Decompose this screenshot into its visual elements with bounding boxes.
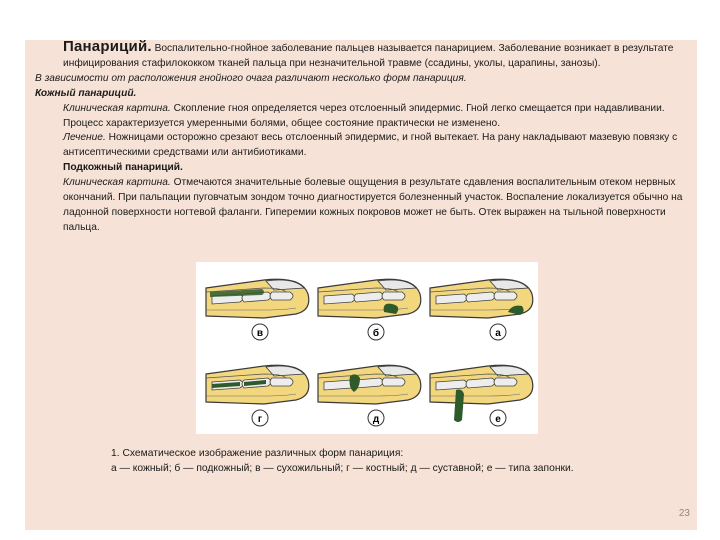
finger-diagram-a xyxy=(430,279,533,340)
skin-clinic-label: Клиническая картина. xyxy=(63,102,171,114)
slide-text xyxy=(31,40,693,236)
skin-clinic-paragraph xyxy=(31,102,693,132)
subcutaneous-clinic-label: Клиническая картина. xyxy=(63,177,171,189)
finger-diagram-b xyxy=(318,279,421,340)
label-g: г xyxy=(257,414,263,425)
caption-title: 1. Схематическое изображение различных форм панариция: xyxy=(111,448,404,459)
label-a: а xyxy=(495,328,501,339)
finger-diagrams xyxy=(196,262,538,434)
forms-intro: В зависимости от расположения гнойного очага различают несколько форм панариция. xyxy=(35,72,467,84)
label-b: б xyxy=(372,328,380,339)
subcutaneous-clinic-paragraph xyxy=(31,176,693,236)
slide-title: Панариций. xyxy=(63,38,152,55)
intro-paragraph xyxy=(31,40,693,72)
label-d: д xyxy=(372,414,380,425)
finger-diagram-d xyxy=(318,365,421,426)
intro-text: Воспалительно-гнойное заболевание пальцев называется панарицием. Заболевание возникает в результате инфицирования стафилококком тканей пальца при незначительной травме (ссадины, уколы, царапины, занозы). xyxy=(63,43,674,69)
finger-diagram-g xyxy=(206,365,309,426)
label-v: в xyxy=(256,328,264,339)
subcutaneous-clinic-text: Отмечаются значительные болевые ощущения в результате сдавления воспалительным отеком нервных окончаний. При пальпации пуговчатым зондом точно диагностируется болезненный участок. Воспаление локализуется обычно на ладонной поверхности ногтевой фаланги. Гиперемии кожных покровов может не быть. Отек выражен на тыльной поверхности пальца. xyxy=(63,177,683,233)
skin-treatment-text: Ножницами осторожно срезают весь отслоенный эпидермис, и гной вытекает. На рану накладывают мазевую повязку с антисептическими средствами или антибиотиками. xyxy=(63,132,678,159)
skin-heading: Кожный панариций. xyxy=(35,87,137,99)
skin-treatment-label: Лечение. xyxy=(63,132,106,144)
label-e: е xyxy=(495,414,501,425)
subcutaneous-heading: Подкожный панариций. xyxy=(63,162,183,174)
caption-legend: а — кожный; б — подкожный; в — сухожильный; г — костный; д — суставной; е — типа запонки. xyxy=(111,462,574,474)
skin-clinic-text: Скопление гноя определяется через отслоенный эпидермис. Гной легко смещается при надавливании. Процесс характеризуется умеренными болями, общее состояние практически не изменено. xyxy=(63,102,665,129)
finger-diagram-v xyxy=(206,279,309,340)
skin-treatment-paragraph xyxy=(31,131,693,161)
finger-diagram-e xyxy=(430,365,533,426)
page-number: 23 xyxy=(678,508,690,519)
panaritium-figure xyxy=(196,262,538,434)
figure-caption xyxy=(111,447,691,476)
